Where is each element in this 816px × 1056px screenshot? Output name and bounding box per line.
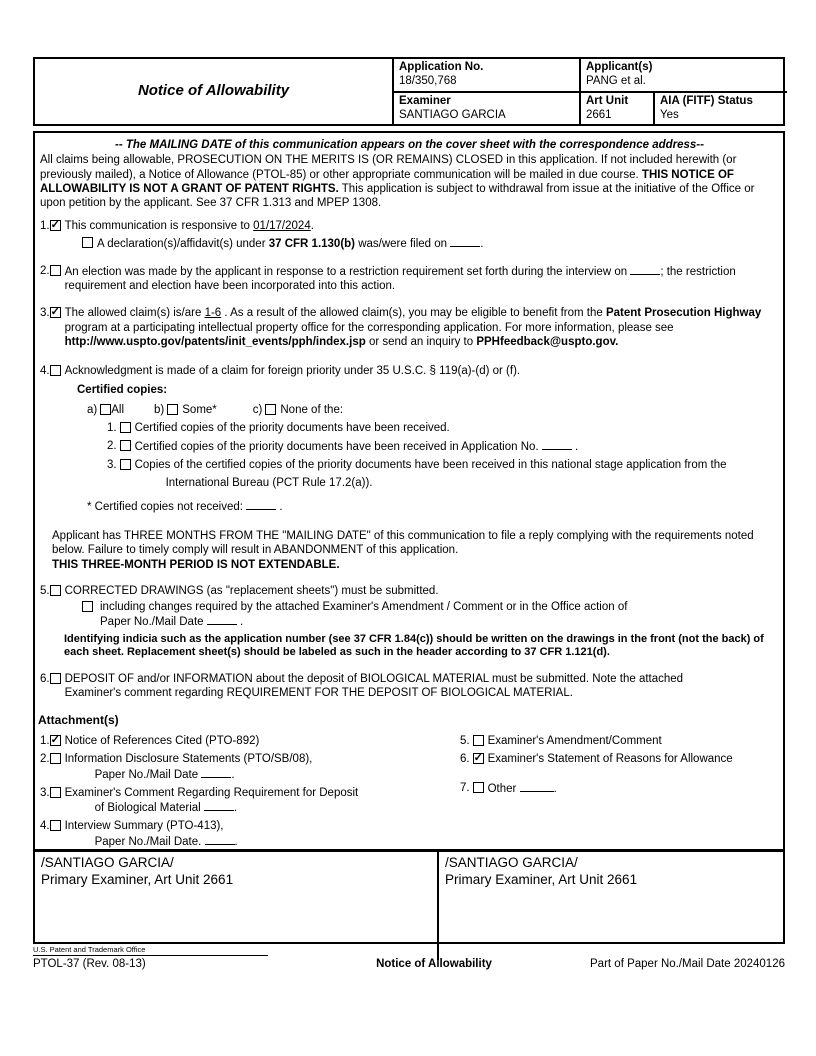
intro-text: All claims being allowable, PROSECUTION ON THE MERITS IS (OR REMAINS) CLOSED in this application. If not included herewith (or previously mailed), a Notice of Allowance (PTOL-85) or other appropriate communication will be mailed in due course. <box>40 154 737 181</box>
item-2-text <box>65 264 779 294</box>
option-b-text: Some* <box>182 403 217 416</box>
attachment-4-line2-post: . <box>234 835 238 848</box>
option-c-text: None of the: <box>280 403 344 416</box>
item-4-number: 4. <box>40 365 50 377</box>
signature-block <box>35 849 783 960</box>
aia-status-label: AIA (FITF) Status <box>660 94 753 107</box>
certified-sub-2-number: 2. <box>107 440 117 452</box>
item-3-text-mid3: or send an inquiry to <box>365 335 477 348</box>
certified-sub-3-line2: International Bureau (PCT Rule 17.2(a)). <box>165 476 373 489</box>
attachment-1-text: Notice of References Cited (PTO-892) <box>64 735 260 748</box>
certified-sub-2-text <box>135 439 779 454</box>
item-6 <box>40 672 779 701</box>
attachment-4-text <box>65 819 460 849</box>
three-months-text: Applicant has THREE MONTHS FROM THE "MAILING DATE" of this communication to file a reply complying with the requirements noted below. Failure to timely comply will result in ABANDONMENT of this application. <box>52 530 754 557</box>
attachment-7-text-pre: Other <box>487 782 520 795</box>
item-6-checkbox[interactable] <box>50 673 61 684</box>
three-months-paragraph <box>40 529 779 572</box>
attachment-4-line1: Interview Summary (PTO-413), <box>64 820 224 833</box>
art-unit-label: Art Unit <box>586 94 629 107</box>
paper-no-blank-3 <box>205 834 235 845</box>
item-1-text-pre: This communication is responsive to <box>64 220 254 233</box>
attachment-3-line2 <box>65 800 460 815</box>
item-5-checkbox[interactable] <box>50 585 61 596</box>
attachment-4-checkbox[interactable] <box>50 820 61 831</box>
examiner-title-right: Primary Examiner, Art Unit 2661 <box>445 872 638 888</box>
examiner-cell <box>392 91 579 125</box>
attachment-1 <box>40 734 460 748</box>
attachment-2-line2-post: . <box>231 768 235 781</box>
form-title: Notice of Allowability <box>137 82 290 100</box>
item-5-sub-line2-pre: Paper No./Mail Date <box>100 616 207 629</box>
item-5 <box>40 584 779 598</box>
declaration-text <box>97 236 779 251</box>
item-2 <box>40 264 779 294</box>
item-5-sub-line2-post: . <box>236 616 244 629</box>
certified-sub-2-checkbox[interactable] <box>120 440 131 451</box>
attachment-1-checkbox[interactable]: ✓ <box>50 734 60 747</box>
item-5-sub-line2 <box>100 614 779 629</box>
certified-sub-1 <box>40 421 779 435</box>
certified-not-received-text: * Certified copies not received: <box>87 500 247 513</box>
form-number: PTOL-37 (Rev. 08-13) <box>33 958 146 971</box>
declaration-checkbox[interactable] <box>82 237 93 248</box>
item-2-checkbox[interactable] <box>50 265 61 276</box>
item-1-text <box>65 219 779 233</box>
uspto-office-label: U.S. Patent and Trademark Office <box>33 945 268 956</box>
attachment-2 <box>40 752 460 782</box>
certified-sub-3-text <box>135 458 779 490</box>
attachment-4-number: 4. <box>40 820 50 833</box>
option-c <box>253 403 343 417</box>
declaration-text-mid: was/were filed on <box>355 237 451 250</box>
certified-sub-1-text: Certified copies of the priority documents have been received. <box>134 421 450 434</box>
certified-sub-1-number: 1. <box>107 421 117 434</box>
certified-sub-2-text-pre: Certified copies of the priority documents have been received in Application No. <box>134 441 542 453</box>
item-3-text <box>65 306 779 349</box>
attachment-4-line2 <box>65 834 460 849</box>
attachment-5-text: Examiner's Amendment/Comment <box>487 735 662 748</box>
option-a-checkbox[interactable] <box>100 404 111 415</box>
identifying-indicia-note: Identifying indicia such as the application number (see 37 CFR 1.84(c)) should be written on the drawings in the front (not the back) of each sheet. Replacement sheet(s) should be labeled as such in the header according to 37 CFR 1.121(d). <box>64 632 764 659</box>
examiner-value: SANTIAGO GARCIA <box>399 108 506 121</box>
item-2-text-post: ; the restriction requirement and election have been incorporated into this action. <box>64 265 736 292</box>
attachment-6-text: Examiner's Statement of Reasons for Allowance <box>487 753 733 766</box>
application-no-blank <box>542 439 572 450</box>
attachments-left-column <box>40 730 460 849</box>
attachment-4 <box>40 819 460 849</box>
option-c-checkbox[interactable] <box>265 404 276 415</box>
attachments-heading: Attachment(s) <box>38 713 119 728</box>
declaration-cfr: 37 CFR 1.130(b) <box>268 237 356 250</box>
intro-paragraph <box>40 153 779 210</box>
attachment-5-checkbox[interactable] <box>473 735 484 746</box>
option-a-label: a) <box>87 403 98 416</box>
attachment-2-line1: Information Disclosure Statements (PTO/SB/08), <box>64 753 313 766</box>
examiner-title-left: Primary Examiner, Art Unit 2661 <box>41 872 234 888</box>
application-no-label: Application No. <box>399 61 484 73</box>
signature-left <box>35 852 439 960</box>
mailing-date-notice: -- The MAILING DATE of this communication appears on the cover sheet with the correspondence address-- <box>115 139 704 151</box>
attachment-7-number: 7. <box>460 781 470 794</box>
footer-form-title: Notice of Allowability <box>376 958 492 971</box>
header-table <box>33 57 785 126</box>
option-b-label: b) <box>154 403 165 416</box>
three-months-bold: THIS THREE-MONTH PERIOD IS NOT EXTENDABLE. <box>52 558 340 571</box>
attachment-2-checkbox[interactable] <box>50 753 61 764</box>
item-5-sub-text <box>100 600 779 630</box>
item-2-text-pre: An election was made by the applicant in response to a restriction requirement set forth during the interview on <box>64 265 631 278</box>
item-5-number: 5. <box>40 584 50 597</box>
attachments-list <box>40 730 779 849</box>
item-5-sub <box>40 600 779 630</box>
paper-no-blank-1 <box>207 614 237 625</box>
option-b-checkbox[interactable] <box>167 404 178 415</box>
option-b <box>154 403 217 417</box>
item-3 <box>40 306 779 349</box>
item-4-checkbox[interactable] <box>50 365 61 376</box>
option-c-label: c) <box>252 403 263 416</box>
attachment-7-text <box>488 781 779 796</box>
art-unit-value: 2661 <box>586 108 612 121</box>
item-3-text-mid1: . As a result of the allowed claim(s), you may be eligible to benefit from the <box>221 307 606 320</box>
attachment-7 <box>460 781 779 796</box>
declaration-text-pre: A declaration(s)/affidavit(s) under <box>97 237 269 250</box>
attachment-4-line2-pre: Paper No./Mail Date. <box>94 835 205 848</box>
attachment-2-line2 <box>65 767 460 782</box>
item-3-checkbox[interactable]: ✓ <box>50 306 60 319</box>
item-1 <box>40 219 779 233</box>
item-1-sub <box>40 236 779 251</box>
option-a-text: All <box>111 403 125 416</box>
certified-sub-3-number: 3. <box>107 459 117 472</box>
biological-material-blank <box>204 800 234 811</box>
attachment-7-checkbox[interactable] <box>473 782 484 793</box>
main-form-box <box>33 131 785 944</box>
attachment-7-text-post: . <box>553 782 557 795</box>
applicants-label: Applicant(s) <box>586 61 653 73</box>
item-3-text-pre: The allowed claim(s) is/are <box>64 307 205 320</box>
attachment-5 <box>460 734 779 748</box>
certified-sub-3 <box>40 458 779 490</box>
allowed-claims: 1-6 <box>204 307 222 320</box>
attachment-3-line2-pre: of Biological Material <box>94 802 204 815</box>
certified-sub-2-text-post: . <box>571 441 579 453</box>
aia-status-cell <box>653 91 787 125</box>
item-3-number: 3. <box>40 307 50 320</box>
attachments-right-column <box>460 730 779 849</box>
form-body <box>35 133 783 849</box>
footer-paper-no: Part of Paper No./Mail Date 20240126 <box>590 958 785 971</box>
pph-url: http://www.uspto.gov/patents/init_events/pph/index.jsp <box>64 335 366 348</box>
responsive-date: 01/17/2024 <box>253 220 311 233</box>
attachment-5-number: 5. <box>460 735 470 748</box>
application-no-cell <box>392 59 579 91</box>
signature-right <box>439 852 783 960</box>
attachment-2-line2-pre: Paper No./Mail Date <box>94 768 202 781</box>
certified-sub-3-checkbox[interactable] <box>120 459 131 470</box>
item-5-sub-checkbox[interactable] <box>82 601 93 612</box>
attachment-2-number: 2. <box>40 753 50 766</box>
attachment-6-number: 6. <box>460 753 470 766</box>
item-4 <box>40 364 779 378</box>
certified-not-received-blank <box>246 499 276 510</box>
certified-sub-3-line1: Copies of the certified copies of the priority documents have been received in this national stage application from the <box>134 459 727 472</box>
item-3-text-mid2: program at a participating intellectual property office for the corresponding application. For more information, please see <box>64 321 674 334</box>
item-5-sub-line1: including changes required by the attached Examiner's Amendment / Comment or in the Office action of <box>100 601 628 613</box>
examiner-signature-right: /SANTIAGO GARCIA/ <box>445 854 578 870</box>
attachment-2-text <box>65 752 460 782</box>
certified-sub-2 <box>40 439 779 454</box>
art-unit-cell <box>579 91 653 125</box>
certified-sub-1-checkbox[interactable] <box>120 422 131 433</box>
item-1-checkbox[interactable]: ✓ <box>50 219 60 232</box>
attachment-3-checkbox[interactable] <box>50 787 61 798</box>
item-4-text: Acknowledgment is made of a claim for foreign priority under 35 U.S.C. § 119(a)-(d) or (f). <box>64 365 521 377</box>
applicants-value: PANG et al. <box>586 75 646 88</box>
other-blank <box>520 781 554 792</box>
attachment-3-text <box>65 786 460 816</box>
attachment-6 <box>460 752 779 766</box>
declaration-date-blank <box>450 236 480 247</box>
attachment-3 <box>40 786 460 816</box>
item-6-number: 6. <box>40 672 50 685</box>
examiner-label: Examiner <box>399 94 451 107</box>
attachment-3-number: 3. <box>40 786 50 799</box>
item-1-number: 1. <box>40 220 50 233</box>
aia-status-value: Yes <box>660 108 679 121</box>
pph-email: PPHfeedback@uspto.gov. <box>476 335 619 348</box>
option-a <box>87 403 124 417</box>
applicants-cell <box>579 59 787 91</box>
footer-left <box>33 945 333 972</box>
item-2-number: 2. <box>40 264 50 277</box>
item-6-text: DEPOSIT OF and/or INFORMATION about the deposit of BIOLOGICAL MATERIAL must be submitted. Note the attached Examiner's comment regarding REQUIREMENT FOR THE DEPOSIT OF BIOLOGICAL MATERIAL. <box>64 672 684 699</box>
certified-copies-heading: Certified copies: <box>77 384 168 397</box>
attachment-6-checkbox[interactable]: ✓ <box>473 752 483 765</box>
intro-text-bold: THIS NOTICE OF ALLOWABILITY IS NOT A GRANT OF PATENT RIGHTS. <box>40 168 734 195</box>
attachment-1-number: 1. <box>40 735 50 748</box>
declaration-text-post: . <box>480 237 484 250</box>
certified-not-received-line <box>40 499 779 514</box>
intro-text-end: This application is subject to withdrawal from issue at the initiative of the Office or upon petition by the applicant. See 37 CFR 1.313 and MPEP 1308. <box>40 182 755 209</box>
certified-copies-options <box>40 403 779 417</box>
examiner-signature-left: /SANTIAGO GARCIA/ <box>41 854 174 870</box>
interview-date-blank <box>630 264 660 275</box>
paper-no-blank-2 <box>201 767 231 778</box>
item-5-text: CORRECTED DRAWINGS (as "replacement sheets") must be submitted. <box>64 584 439 597</box>
application-no-value: 18/350,768 <box>399 75 457 88</box>
item-1-text-post: . <box>310 220 314 233</box>
attachment-3-line1: Examiner's Comment Regarding Requirement for Deposit <box>64 786 359 799</box>
attachment-3-line2-post: . <box>233 802 238 815</box>
pph-program-name: Patent Prosecution Highway <box>605 307 762 320</box>
certified-not-received-post: . <box>276 500 283 513</box>
